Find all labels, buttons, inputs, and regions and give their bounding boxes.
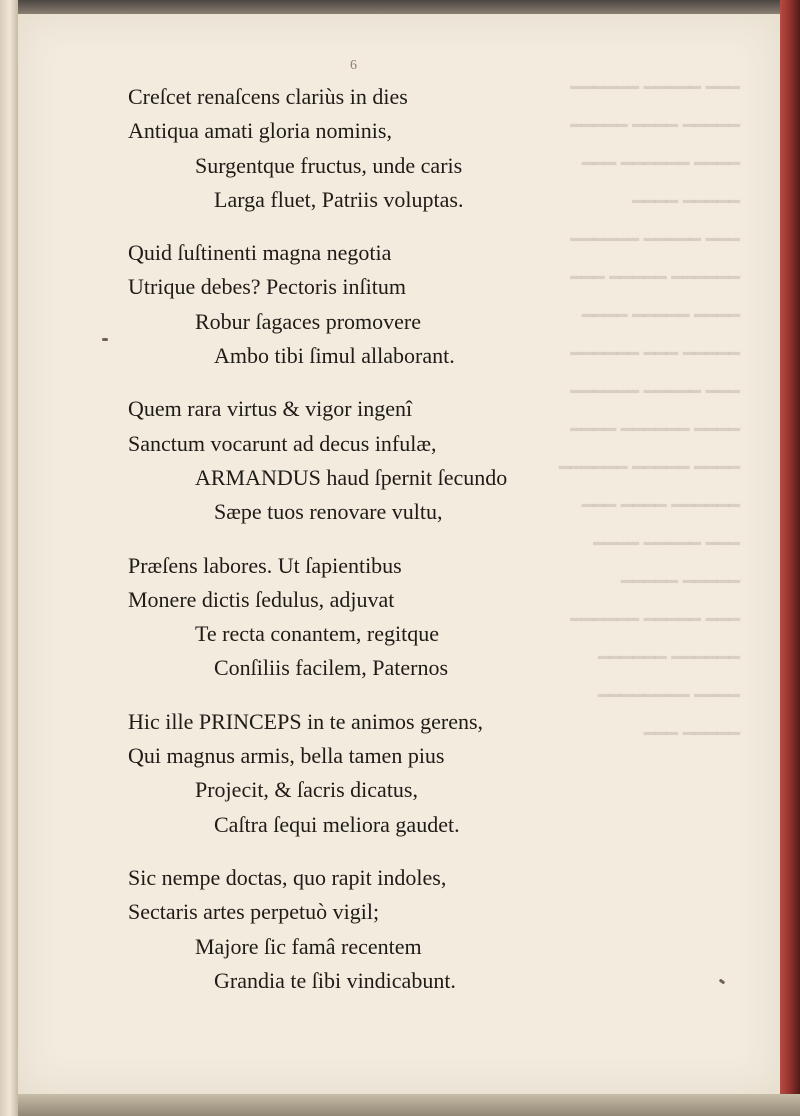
- verse-line: Quem rara virtus & vigor ingenî: [128, 396, 413, 422]
- verse-line: Surgentque fructus, unde caris: [195, 152, 463, 178]
- verse-line: Sectaris artes perpetuò vigil;: [128, 899, 380, 925]
- verse-line: Præſens labores. Ut ſapientibus: [128, 552, 402, 578]
- stanza: [128, 861, 507, 998]
- book-cover-edge: [780, 0, 800, 1116]
- verse-line: ARMANDUS haud ſpernit ſecundo: [195, 464, 508, 490]
- stanza: [128, 549, 507, 686]
- verse-line: Majore ſic famâ recentem: [195, 933, 422, 959]
- ink-speck: [102, 338, 108, 341]
- verse-line: Sanctum vocarunt ad decus infulæ,: [128, 430, 437, 456]
- verse-line: Utrique debes? Pectoris inſitum: [128, 274, 406, 300]
- verse-line: Monere dictis ſedulus, adjuvat: [128, 586, 395, 612]
- latin-ode: [128, 80, 507, 1017]
- book-top-edge: [18, 0, 800, 14]
- verse-line: Hic ille PRINCEPS in te animos gerens,: [128, 708, 484, 734]
- verse-line: Robur ſagaces promovere: [195, 308, 422, 334]
- verse-line: Sæpe tuos renovare vultu,: [214, 499, 443, 525]
- verse-line: Antiqua amati gloria nominis,: [128, 118, 392, 144]
- verse-line: Qui magnus armis, bella tamen pius: [128, 743, 445, 769]
- stanza: [128, 80, 507, 217]
- verse-line: Te recta conantem, regitque: [195, 621, 439, 647]
- verse-line: Projecit, & ſacris dicatus,: [195, 777, 418, 803]
- book-left-edge: [0, 0, 18, 1116]
- stanza: [128, 392, 507, 529]
- stanza: [128, 705, 507, 842]
- verse-line: Creſcet renaſcens clariùs in dies: [128, 84, 408, 109]
- verse-line: Conſiliis facilem, Paternos: [214, 655, 449, 681]
- verse-line: Sic nempe doctas, quo rapit indoles,: [128, 864, 447, 890]
- verse-line: Caſtra ſequi meliora gaudet.: [214, 811, 460, 837]
- verse-line: Quid ſuſtinenti magna negotia: [128, 240, 392, 266]
- verse-line: Larga fluet, Patriis voluptas.: [214, 186, 464, 212]
- stanza: [128, 236, 507, 373]
- page-number: 6: [350, 58, 357, 73]
- verse-line: Grandia te ſibi vindicabunt.: [214, 967, 456, 993]
- verse-line: Ambo tibi ſimul allaborant.: [214, 343, 455, 369]
- book-bottom-edge: [18, 1094, 800, 1116]
